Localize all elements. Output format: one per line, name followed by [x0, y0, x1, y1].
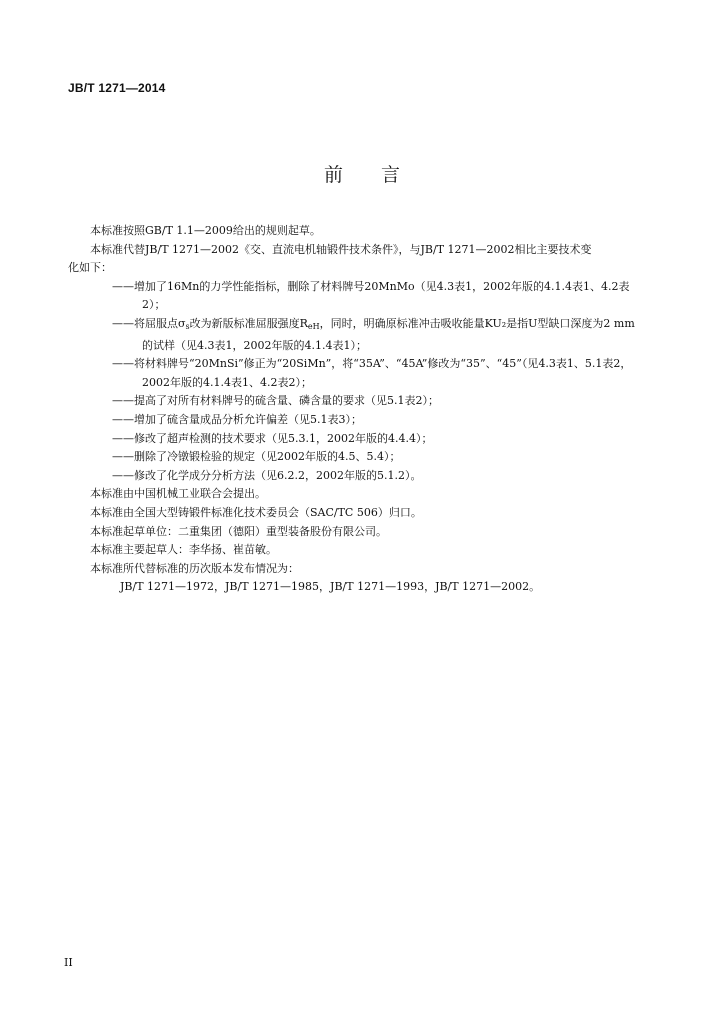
change-item: ——修改了化学成分分析方法（见6.2.2，2002年版的5.1.2）。	[112, 468, 422, 482]
paragraph-committee: 本标准由全国大型铸锻件标准化技术委员会（SAC/TC 506）归口。	[90, 505, 422, 519]
subscript: eH	[307, 321, 320, 331]
change-item	[90, 315, 642, 355]
change-text: 改为新版标准屈服强度R	[189, 316, 308, 330]
paragraph-drafting-rules: 本标准按照GB/T 1.1—2009给出的规则起草。	[90, 224, 321, 237]
change-item: ——删除了冷镦锻检验的规定（见2002年版的4.5、5.4）；	[112, 450, 401, 464]
page-number: II	[64, 956, 73, 969]
paragraph-drafters: 本标准主要起草人：李华扬、崔苗敏。	[90, 543, 277, 557]
foreword-body	[68, 222, 642, 597]
change-item: ——将材料牌号“20MnSi”修正为“20SiMn”，将“35A”、“45A”修改为“35”、“45”（见4.3表1、5.1表2，2002年版的4.1.4表1、4.2表2）；	[112, 357, 632, 389]
standard-code: JB/T 1271—2014	[68, 81, 166, 95]
subscript: s	[185, 321, 190, 331]
change-text: ——将屈服点σ	[112, 316, 186, 330]
paragraph-proposer: 本标准由中国机械工业联合会提出。	[90, 487, 266, 501]
change-item: ——修改了超声检测的技术要求（见5.3.1，2002年版的4.4.4）；	[112, 431, 433, 445]
change-item: ——提高了对所有材料牌号的硫含量、磷含量的要求（见5.1表2）；	[112, 394, 439, 408]
change-item: ——增加了16Mn的力学性能指标，删除了材料牌号20MnMo（见4.3表1，2002年版的4.1.4表1、4.2表2）；	[112, 279, 630, 312]
paragraph-history-intro: 本标准所代替标准的历次版本发布情况为：	[90, 561, 299, 575]
change-text: ，同时，明确原标准冲击吸收能量KU₂是指U型缺口深度为2 mm的试样（见4.3表1，2002年版的4.1.4表1）；	[142, 316, 635, 352]
paragraph-replacement-line2: 化如下：	[68, 261, 112, 275]
paragraph-drafting-unit: 本标准起草单位：二重集团（德阳）重型装备股份有限公司。	[90, 524, 387, 538]
page-title: 前言	[323, 164, 438, 186]
paragraph-replacement-line1: 本标准代替JB/T 1271—2002《交、直流电机轴锻件技术条件》，与JB/T 1271—2002相比主要技术变	[90, 242, 592, 256]
change-item: ——增加了硫含量成品分析允许偏差（见5.1表3）；	[112, 412, 362, 426]
paragraph-history-list: JB/T 1271—1972，JB/T 1271—1985，JB/T 1271—1993，JB/T 1271—2002。	[120, 580, 541, 594]
